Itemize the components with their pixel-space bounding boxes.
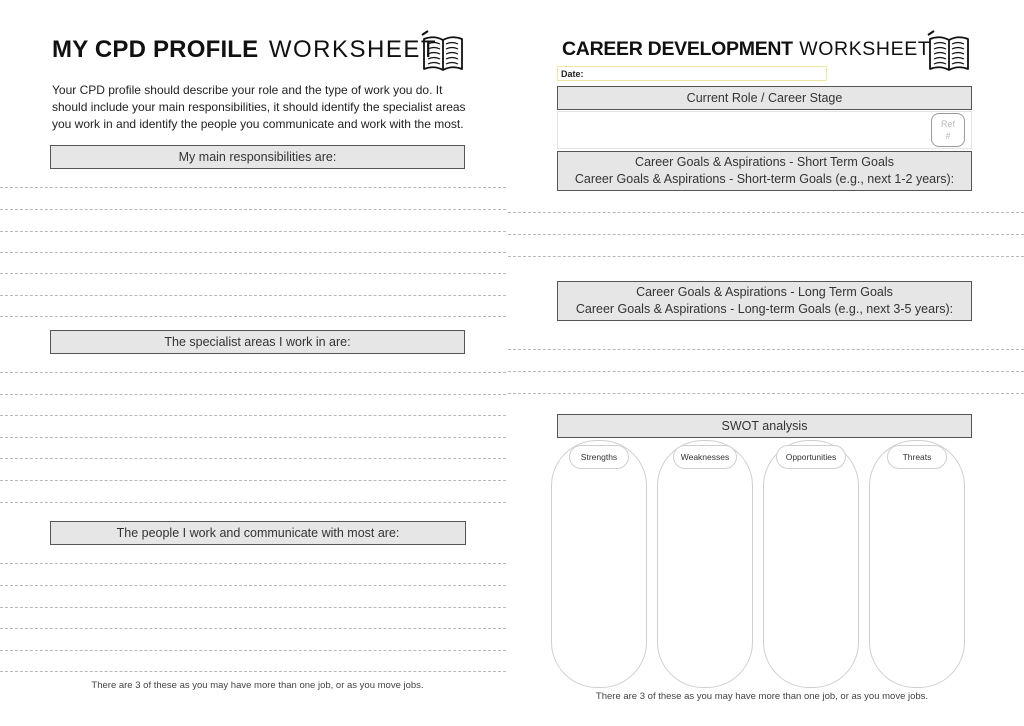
writing-line[interactable] [508,234,1024,235]
left-title-bold: MY CPD PROFILE [52,36,259,63]
long-term-goals-header [557,281,972,321]
writing-line[interactable] [0,209,506,210]
writing-line[interactable] [0,295,506,296]
ref-number-box[interactable] [931,113,965,147]
writing-line[interactable] [0,372,506,373]
current-role-header [557,86,972,110]
swot-strengths-column[interactable] [551,440,647,688]
long-term-title: Career Goals & Aspirations - Long Term Goals [636,285,893,299]
writing-line[interactable] [508,371,1024,372]
writing-line[interactable] [508,256,1024,257]
date-field[interactable] [557,66,827,81]
swot-threats-label: Threats [887,445,947,469]
short-term-title: Career Goals & Aspirations - Short Term Goals [635,155,894,169]
open-book-icon [420,29,466,75]
right-title-thin: WORKSHEET [799,38,931,60]
short-term-subtitle: Career Goals & Aspirations - Short-term Goals (e.g., next 1-2 years): [574,172,955,186]
left-footer-note: There are 3 of these as you may have more than one job, or as you move jobs. [91,680,424,691]
intro-line: should include your main responsibilities, it should identify the specialist areas [52,100,466,114]
responsibilities-label: My main responsibilities are: [178,150,337,164]
responsibilities-header [50,145,465,169]
writing-line[interactable] [508,393,1024,394]
open-book-icon [926,29,972,75]
writing-line[interactable] [0,458,506,459]
specialist-areas-header [50,330,465,354]
intro-paragraph [52,82,492,133]
left-title-thin: WORKSHEET [268,36,438,63]
date-label: Date: [561,69,584,79]
writing-line[interactable] [0,231,506,232]
swot-opportunities-label: Opportunities [776,445,846,469]
right-footer-note: There are 3 of these as you may have more than one job, or as you move jobs. [595,691,929,702]
right-title [562,38,930,61]
writing-line[interactable] [0,585,506,586]
swot-threats-column[interactable] [869,440,965,688]
writing-line[interactable] [0,187,506,188]
long-term-subtitle: Career Goals & Aspirations - Long-term Goals (e.g., next 3-5 years): [575,302,954,316]
ref-label: Ref [940,119,955,129]
writing-line[interactable] [0,671,506,672]
writing-line[interactable] [0,273,506,274]
writing-line[interactable] [0,437,506,438]
writing-line[interactable] [508,349,1024,350]
writing-line[interactable] [508,212,1024,213]
writing-line[interactable] [0,650,506,651]
current-role-label: Current Role / Career Stage [686,91,843,105]
swot-weaknesses-label: Weaknesses [673,445,737,469]
right-title-bold: CAREER DEVELOPMENT [562,38,793,60]
writing-line[interactable] [0,502,506,503]
swot-header [557,414,972,438]
writing-line[interactable] [0,252,506,253]
writing-line[interactable] [0,480,506,481]
writing-line[interactable] [0,394,506,395]
writing-line[interactable] [0,316,506,317]
writing-line[interactable] [0,628,506,629]
ref-hash: # [945,131,951,141]
short-term-goals-header [557,151,972,191]
intro-line: Your CPD profile should describe your role and the type of work you do. It [52,83,443,97]
specialist-areas-label: The specialist areas I work in are: [164,335,351,349]
swot-weaknesses-column[interactable] [657,440,753,688]
swot-strengths-label: Strengths [569,445,629,469]
current-role-field[interactable] [557,111,972,149]
swot-title: SWOT analysis [721,419,808,433]
people-label: The people I work and communicate with most are: [116,526,400,540]
writing-line[interactable] [0,415,506,416]
left-title [52,36,437,64]
intro-line: you work in and identify the people you communicate and work with the most. [52,117,464,131]
swot-opportunities-column[interactable] [763,440,859,688]
writing-line[interactable] [0,607,506,608]
people-header [50,521,466,545]
writing-line[interactable] [0,563,506,564]
